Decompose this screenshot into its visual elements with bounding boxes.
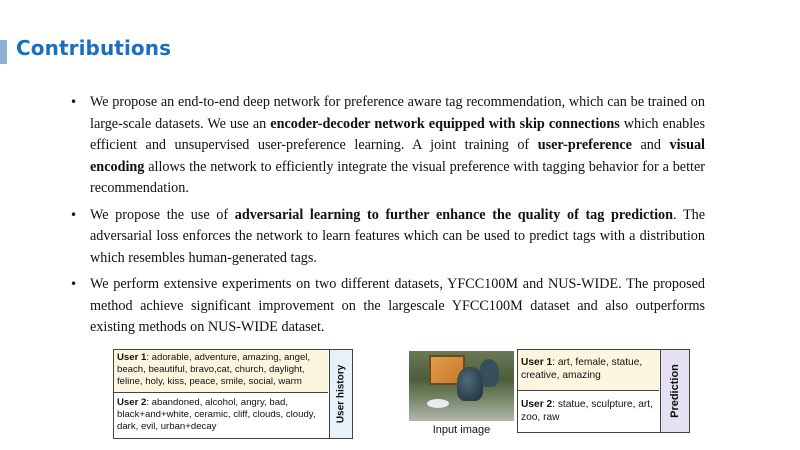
bold-segment: encoder-decoder network equipped with skip connections [270,115,620,132]
pred-user2-tags: : statue, sculpture, art, zoo, raw [521,399,653,423]
prediction-label: Prediction [669,364,681,418]
user1-label: User 1 [117,352,147,363]
prediction-user1 [518,350,659,391]
user1-history-tags: : adorable, adventure, amazing, angel, beach, beautiful, bravo,cat, church, daylight, feline, holy, kiss, peace, smile, social, warm [117,352,311,388]
pred-user1-label: User 1 [521,357,553,368]
user2-label: User 2 [117,397,147,408]
user-history-box [113,349,353,439]
bold-segment: adversarial learning to further enhance the quality of tag prediction [234,206,674,223]
bullet-item [90,92,705,200]
input-image-caption: Input image [432,424,491,436]
user-history-user1 [114,350,328,393]
pred-user2-label: User 2 [521,399,553,410]
bullet-item [90,205,705,270]
text-segment: allows the network to efficiently integrate the visual preference with tagging behavior for a better recommendation. [90,158,705,196]
pred-user1-tags: : art, female, statue, creative, amazing [521,357,643,381]
user-history-side [329,350,352,438]
text-segment: We perform extensive experiments on two different datasets, YFCC100M and NUS-WIDE. The proposed method achieve significant improvement on the largescale YFCC100M dataset and also outperforms existing methods on NUS-WIDE dataset. [90,276,705,335]
statue-shape [457,367,483,401]
text-segment: which enables efficient and unsupervised user-preference learning. A joint training of [90,115,706,153]
contribution-list [90,92,705,344]
title-accent-bar [0,40,7,64]
prediction-box [517,349,690,433]
bold-segment: user-preference [537,137,632,153]
bullet-item [90,274,705,339]
prediction-user2 [518,392,659,432]
user2-history-tags: : abandoned, alcohol, angry, bad, black+and+white, ceramic, cliff, clouds, cloudy, dark, evil, urban+decay [117,397,316,433]
text-segment: We propose an end-to-end deep network for preference aware tag recommendation, which can be trained on large-scale datasets. We use an [90,94,705,132]
user-history-label: User history [335,364,347,424]
text-segment: and [631,137,670,153]
user-history-user2 [114,394,328,438]
bold-segment: visual encoding [90,137,705,175]
statue-base-shape [427,399,449,408]
text-segment: We propose the use of [90,206,235,223]
slide-title: Contributions [16,36,172,60]
text-segment: . The adversarial loss enforces the network to learn features which can be used to predict tags with a distribution which resembles human-generated tags. [90,206,705,266]
input-image [409,351,514,421]
prediction-side [660,350,689,432]
